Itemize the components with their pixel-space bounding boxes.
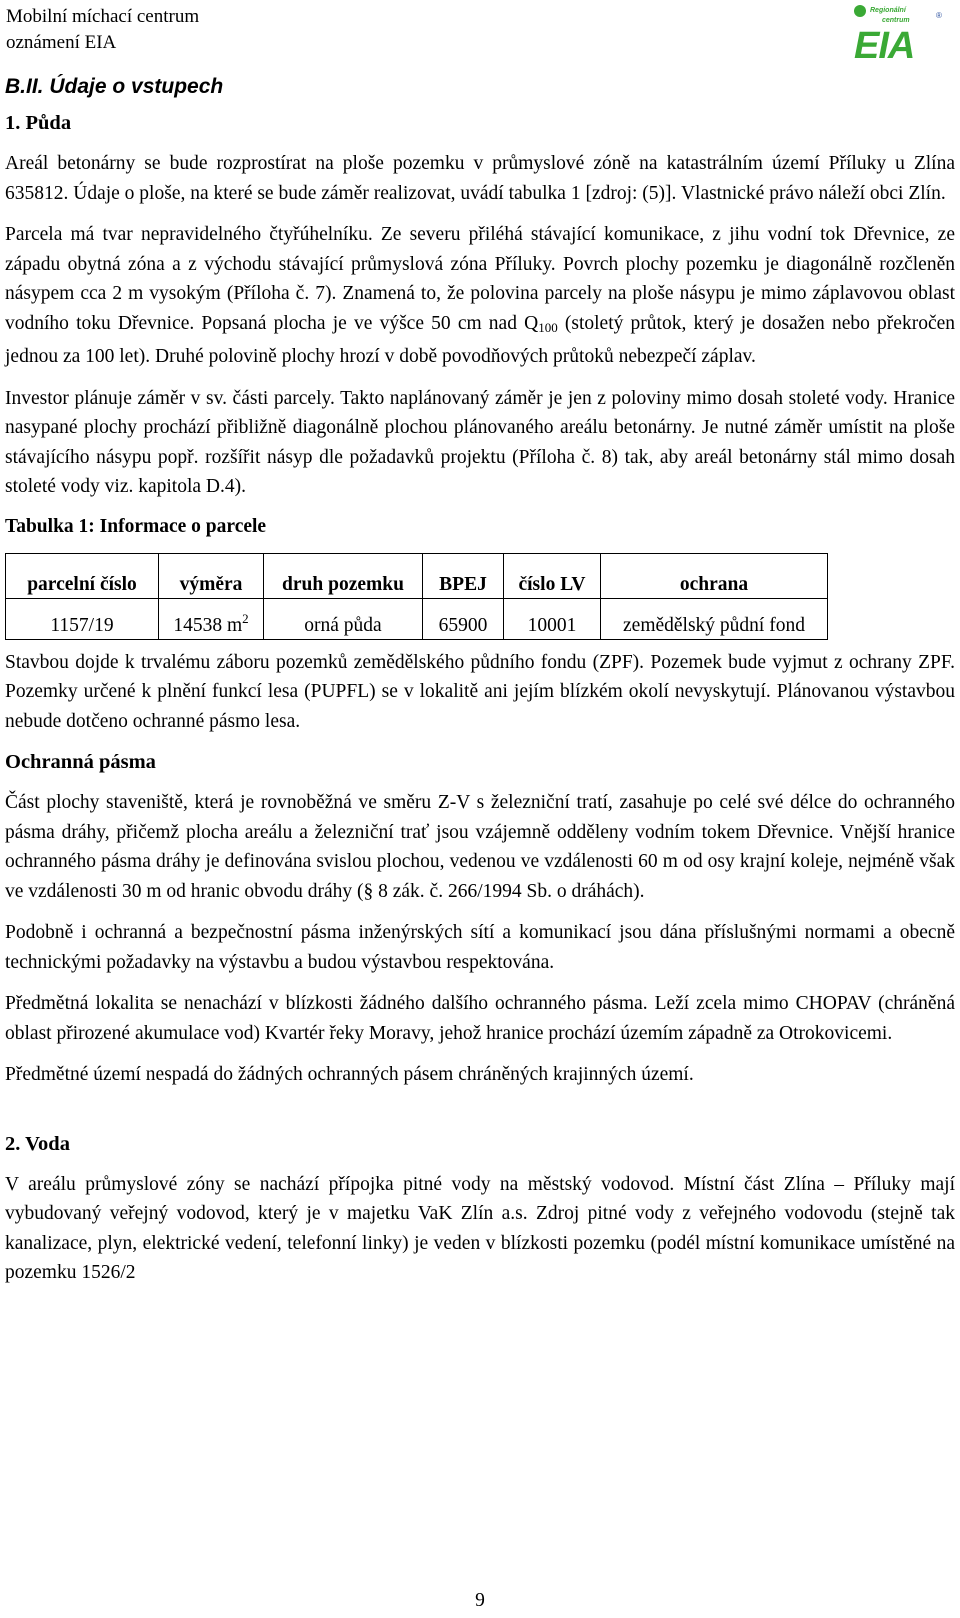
- soil-paragraph-3: Investor plánuje záměr v sv. části parcely. Takto naplánovaný záměr je jen z poloviny mimo dosah stoleté vody. Hranice nasypané plochy prochází přibližně diagonálně plochou plánovaného areálu betonárny. Je nutné záměr umístit na ploše stávajícího násypu popř. rozšířit násyp dle požadavků projektu (Příloha č. 8) tak, aby areál betonárny stál mimo dosah stoleté vody viz. kapitola D.4).: [5, 387, 955, 497]
- soil-paragraph-2-part1: Parcela má tvar nepravidelného čtyřúhelníku. Ze severu přiléhá stávající komunikace, z jihu vodní tok Dřevnice, ze západu obytná zóna a z východu stávající průmyslová zóna Příluky. Povrch plochy pozemku je diagonálně rozčleněn násypem cca 2 m vysokým (Příloha č. 7). Znamená to, že polovina parcely na ploše násypu je mimo záplavovou oblast vodního toku Dřevnice. Popsaná plocha je ve výšce 50 cm nad Q: [5, 224, 955, 334]
- soil-paragraph-2-part2: (stoletý průtok, který je dosažen nebo překročen jednou za 100 let). Druhé polovině plochy hrozí v době povodňových průtoků nebezpečí záplav.: [5, 312, 955, 367]
- col-parcel-number: parcelní číslo: [6, 553, 159, 598]
- water-paragraph-1: V areálu průmyslové zóny se nachází přípojka pitné vody na městský vodovod. Místní část Zlína – Příluky mají vybudovaný veřejný vodovod, který je v majetku VaK Zlín a.s. Zdroj pitné vody z veřejného vodovodu (stejně tak kanalizace, plyn, elektrické vedení, telefonní linky) je veden v blízkosti pozemku (podél místní komunikace umístěné na pozemku 1526/2: [5, 1173, 955, 1283]
- cell-land-type: orná půda: [264, 598, 423, 639]
- logo-text-regionalni: Regionální: [870, 7, 906, 14]
- protection-paragraph-4: Předmětné území nespadá do žádných ochranných pásem chráněných krajinných území.: [5, 1064, 694, 1085]
- soil-paragraph-2: [5, 220, 955, 372]
- page-number: 9: [475, 1590, 485, 1611]
- section-title: B.II. Údaje o vstupech: [5, 75, 224, 98]
- col-bpej: BPEJ: [423, 553, 504, 598]
- col-land-type: druh pozemku: [264, 553, 423, 598]
- heading-water: 2. Voda: [5, 1132, 70, 1155]
- protection-paragraph-2: Podobně i ochranná a bezpečnostní pásma inženýrských sítí a komunikací jsou dána příslušnými normami a obecně technickými požadavky na výstavbu a budou výstavbou respektována.: [5, 922, 955, 973]
- cell-area: [159, 598, 264, 639]
- table-header-row: [6, 553, 828, 598]
- document-body: [5, 73, 955, 1300]
- table-caption: Tabulka 1: Informace o parcele: [5, 515, 267, 537]
- heading-soil: 1. Půda: [5, 112, 72, 134]
- protection-paragraph-3: Předmětná lokalita se nenachází v blízkosti žádného dalšího ochranného pásma. Leží zcela mimo CHOPAV (chráněná oblast přirozené akumulace vod) Kvartér řeky Moravy, jehož hranice prochází územím západně za Otrokovicemi.: [5, 993, 955, 1044]
- regionalni-centrum-eia-logo: [852, 2, 952, 62]
- header-subtitle: oznámení EIA: [6, 32, 117, 53]
- table-row: [6, 598, 828, 639]
- cell-area-value: 14538 m: [173, 614, 243, 636]
- parcel-table: [5, 553, 828, 640]
- soil-paragraph-4: Stavbou dojde k trvalému záboru pozemků zemědělského půdního fondu (ZPF). Pozemek bude vyjmut z ochrany ZPF. Pozemky určené k plnění funkcí lesa (PUPFL) se v lokalitě ani jejím blízkém okolí nevyskytují. Plánovanou výstavbou nebude dotčeno ochranné pásmo lesa.: [5, 651, 955, 732]
- protection-paragraph-1: Část plochy staveniště, která je rovnoběžná ve směru Z-V s železniční tratí, zasahuje po celé své délce do ochranného pásma dráhy, přičemž plocha areálu a železniční trať jsou vzájemně odděleny vodním tokem Dřevnice. Vnější hranice ochranného pásma dráhy je definována svislou plochou, vedenou ve vzdálenosti 60 m od osy krajní koleje, nejméně však ve vzdálenosti 30 m od hranic obvodu dráhy (§ 8 zák. č. 266/1994 Sb. o dráhách).: [5, 792, 955, 902]
- logo-letters: EIA: [854, 25, 915, 62]
- soil-paragraph-1: Areál betonárny se bude rozprostírat na ploše pozemku v průmyslové zóně na katastrálním území Příluky u Zlína 635812. Údaje o ploše, na které se bude záměr realizovat, uvádí tabulka 1 [zdroj: (5)]. Vlastnické právo náleží obci Zlín.: [5, 153, 955, 204]
- heading-protection-zones: Ochranná pásma: [5, 751, 156, 773]
- col-lv-number: číslo LV: [504, 553, 601, 598]
- cell-lv-number: 10001: [504, 598, 601, 639]
- col-area: výměra: [159, 553, 264, 598]
- cell-bpej: 65900: [423, 598, 504, 639]
- cell-parcel-number: 1157/19: [6, 598, 159, 639]
- header-title: Mobilní míchací centrum: [6, 6, 200, 27]
- cell-protection: zemědělský půdní fond: [601, 598, 828, 639]
- logo-text-centrum: centrum: [882, 17, 910, 24]
- cell-area-unit-sup: 2: [242, 610, 249, 626]
- q100-subscript: 100: [538, 319, 558, 335]
- document-header: [6, 4, 199, 56]
- logo-registered-mark: ®: [936, 11, 942, 20]
- col-protection: ochrana: [601, 553, 828, 598]
